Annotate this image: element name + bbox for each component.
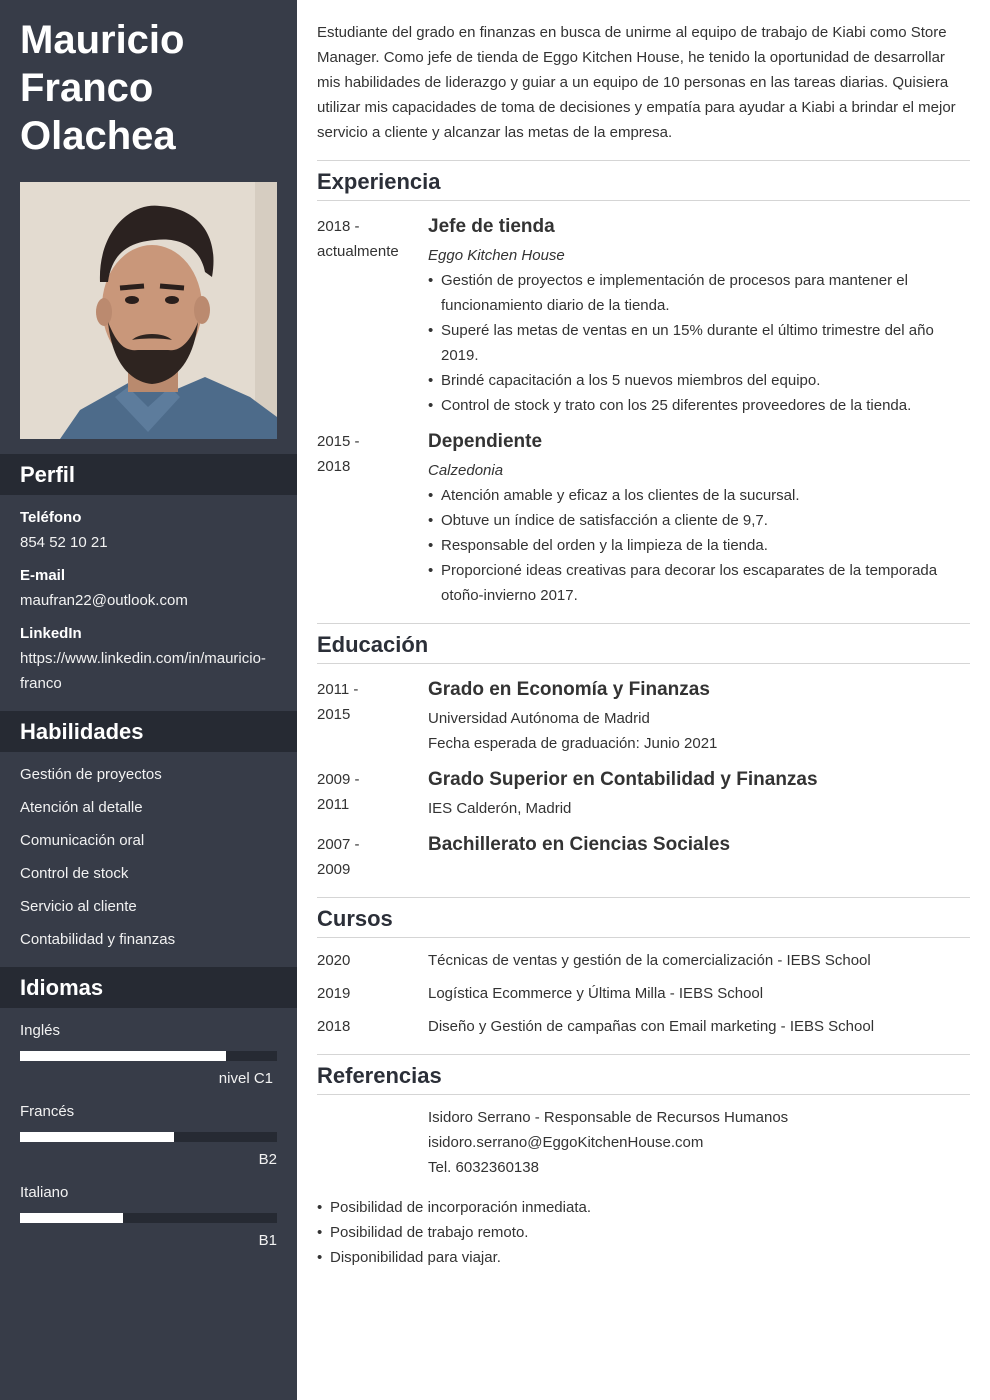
languages-heading: Idiomas — [0, 967, 297, 1008]
course-name: Técnicas de ventas y gestión de la comercialización - IEBS School — [428, 952, 871, 969]
education-date — [317, 767, 417, 817]
education-entry — [428, 833, 970, 857]
education-entry — [428, 768, 970, 821]
experience-entry — [428, 430, 970, 608]
date-end: actualmente — [317, 243, 399, 260]
skill-item: Comunicación oral — [20, 832, 145, 849]
list-item: • Obtuve un índice de satisfacción a cliente de 9,7. — [428, 508, 970, 533]
date-end: 2015 — [317, 706, 351, 723]
skills-heading: Habilidades — [0, 711, 297, 752]
section-divider — [317, 200, 970, 201]
language-level-bar — [20, 1132, 277, 1142]
list-item: • Responsable del orden y la limpieza de la tienda. — [428, 533, 970, 558]
additional-list — [317, 1195, 970, 1270]
company-name: Calzedonia — [428, 462, 504, 479]
degree-title: Grado Superior en Contabilidad y Finanzas — [428, 769, 818, 790]
list-item: • Proporcioné ideas creativas para decorar los escaparates de la temporada otoño-invierno 2017. — [428, 558, 970, 608]
section-divider — [317, 623, 970, 624]
course-year: 2019 — [317, 985, 351, 1002]
section-divider — [317, 1054, 970, 1055]
course-year: 2018 — [317, 1018, 351, 1035]
date-start: 2018 - — [317, 218, 360, 235]
achievement-list — [428, 268, 970, 418]
profile-heading: Perfil — [0, 454, 297, 495]
candidate-name — [20, 16, 280, 160]
language-name: Francés — [20, 1103, 75, 1120]
section-divider — [317, 160, 970, 161]
degree-title: Bachillerato en Ciencias Sociales — [428, 834, 731, 855]
reference-name: Isidoro Serrano - Responsable de Recursos Humanos — [428, 1109, 789, 1126]
name-line: Mauricio — [20, 18, 185, 62]
course-year: 2020 — [317, 952, 351, 969]
phone-value: 854 52 10 21 — [20, 534, 108, 551]
list-item: • Posibilidad de trabajo remoto. — [317, 1220, 970, 1245]
language-level: B1 — [258, 1232, 277, 1249]
education-date — [317, 677, 417, 727]
section-divider — [317, 937, 970, 938]
list-item: • Posibilidad de incorporación inmediata. — [317, 1195, 970, 1220]
date-start: 2015 - — [317, 433, 360, 450]
language-level: B2 — [258, 1151, 277, 1168]
skill-item: Contabilidad y finanzas — [20, 931, 176, 948]
section-divider — [317, 897, 970, 898]
language-level-bar — [20, 1213, 277, 1223]
person-portrait-icon — [20, 182, 277, 439]
list-item: • Atención amable y eficaz a los clientes de la sucursal. — [428, 483, 970, 508]
profile-photo — [20, 182, 277, 439]
courses-heading: Cursos — [317, 906, 393, 931]
experience-entry — [428, 215, 970, 418]
degree-title: Grado en Economía y Finanzas — [428, 679, 710, 700]
experience-heading: Experiencia — [317, 169, 441, 194]
experience-date — [317, 429, 417, 479]
education-heading: Educación — [317, 632, 429, 657]
name-line: Franco — [20, 66, 154, 110]
linkedin-label: LinkedIn — [20, 625, 82, 642]
name-line: Olachea — [20, 114, 176, 158]
references-heading: Referencias — [317, 1063, 442, 1088]
skill-item: Atención al detalle — [20, 799, 143, 816]
section-divider — [317, 1094, 970, 1095]
reference-entry — [428, 1105, 970, 1180]
list-item: • Control de stock y trato con los 25 diferentes proveedores de la tienda. — [428, 393, 970, 418]
course-name: Logística Ecommerce y Última Milla - IEBS School — [428, 985, 764, 1002]
achievement-list — [428, 483, 970, 608]
list-item: • Gestión de proyectos e implementación de procesos para mantener el funcionamiento diario de la tienda. — [428, 268, 970, 318]
date-start: 2007 - — [317, 836, 360, 853]
job-title: Dependiente — [428, 431, 543, 452]
additional-info — [317, 1195, 970, 1270]
linkedin-link[interactable]: https://www.linkedin.com/in/mauricio-franco — [20, 650, 266, 692]
email-label: E-mail — [20, 567, 66, 584]
sidebar — [0, 0, 297, 1400]
date-end: 2009 — [317, 861, 351, 878]
reference-phone: Tel. 6032360138 — [428, 1159, 539, 1176]
reference-email[interactable]: isidoro.serrano@EggoKitchenHouse.com — [428, 1134, 704, 1151]
language-name: Italiano — [20, 1184, 69, 1201]
list-item: • Brindé capacitación a los 5 nuevos miembros del equipo. — [428, 368, 970, 393]
job-title: Jefe de tienda — [428, 216, 555, 237]
language-level: nivel C1 — [218, 1070, 273, 1087]
language-level-fill — [20, 1213, 123, 1223]
language-level-bar — [20, 1051, 277, 1061]
graduation-note: Fecha esperada de graduación: Junio 2021 — [428, 735, 718, 752]
date-start: 2011 - — [317, 681, 359, 698]
course-name: Diseño y Gestión de campañas con Email marketing - IEBS School — [428, 1018, 875, 1035]
list-item: • Disponibilidad para viajar. — [317, 1245, 970, 1270]
section-divider — [317, 663, 970, 664]
date-end: 2011 — [317, 796, 350, 813]
language-level-fill — [20, 1132, 174, 1142]
email-link[interactable]: maufran22@outlook.com — [20, 592, 188, 609]
phone-label: Teléfono — [20, 509, 82, 526]
education-date — [317, 832, 417, 882]
institution: Universidad Autónoma de Madrid — [428, 710, 650, 727]
education-entry — [428, 678, 970, 756]
institution: IES Calderón, Madrid — [428, 800, 572, 817]
language-name: Inglés — [20, 1022, 61, 1039]
company-name: Eggo Kitchen House — [428, 247, 565, 264]
experience-date — [317, 214, 417, 264]
date-start: 2009 - — [317, 771, 360, 788]
skill-item: Gestión de proyectos — [20, 766, 162, 783]
language-level-fill — [20, 1051, 226, 1061]
professional-summary: Estudiante del grado en finanzas en busca de unirme al equipo de trabajo de Kiabi como Store Manager. Como jefe de tienda de Eggo Kitchen House, he tenido la oportunidad de desarrollar mis habilidades de liderazgo y guiar a un equipo de 10 personas en las tareas diarias. Quisiera utilizar mis capacidades de toma de decisiones y empatía para ayudar a Kiabi a brindar el mejor servicio a cliente y alcanzar las metas de la empresa. — [317, 24, 956, 141]
list-item: • Superé las metas de ventas en un 15% durante el último trimestre del año 2019. — [428, 318, 970, 368]
date-end: 2018 — [317, 458, 351, 475]
skill-item: Servicio al cliente — [20, 898, 137, 915]
skill-item: Control de stock — [20, 865, 129, 882]
